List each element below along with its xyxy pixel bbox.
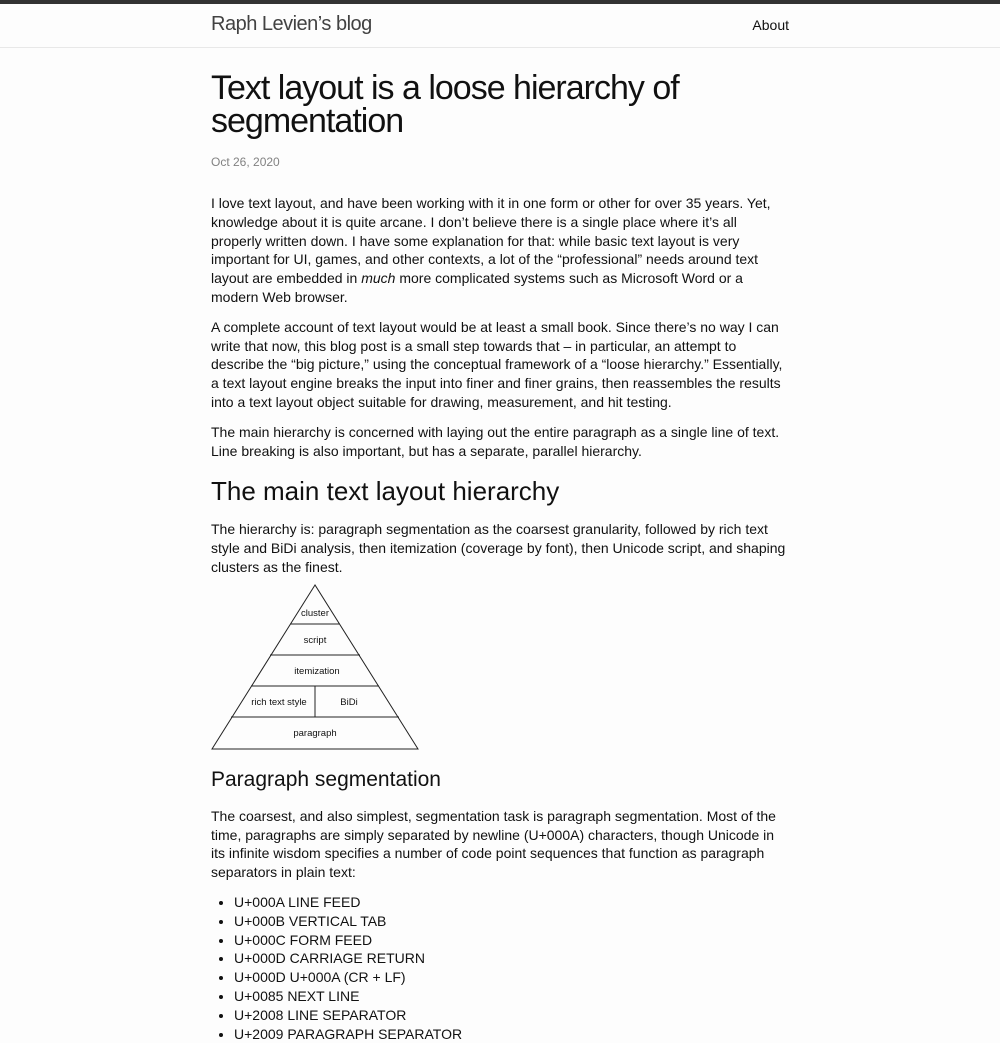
post-title: Text layout is a loose hierarchy of segmentation	[211, 69, 679, 140]
list-item: • U+000D CARRIAGE RETURN	[234, 949, 791, 968]
intro-paragraph-2: A complete account of text layout would be at least a small book. Since there’s no way I can write that now, this blog post is a small step towards that – in particular, an attempt to describe the “big picture,” using the conceptual framework of a “loose hierarchy.” Essentially, a text layout engine breaks the input into finer and finer grains, then reassembles the results into a text layout object suitable for drawing, measurement, and hit testing.	[211, 318, 783, 410]
list-item: • U+000C FORM FEED	[234, 931, 791, 950]
nav-about-link[interactable]: About	[752, 17, 789, 33]
pyramid-label-bidi: BiDi	[340, 696, 358, 708]
pyramid-label-script: script	[303, 634, 327, 646]
pyramid-label-cluster: cluster	[301, 607, 329, 619]
hierarchy-pyramid-diagram	[211, 583, 421, 753]
post-content	[211, 48, 791, 1043]
site-header	[0, 4, 1000, 48]
list-item: • U+000D U+000A (CR + LF)	[234, 968, 791, 987]
intro-paragraph-1	[211, 194, 791, 307]
pyramid-label-rich-text-style: rich text style	[251, 696, 307, 708]
list-item: • U+000A LINE FEED	[234, 893, 791, 912]
intro-p1-text-end: more complicated systems such as Microsoft Word or a modern Web browser.	[211, 270, 743, 305]
hierarchy-paragraph: The hierarchy is: paragraph segmentation as the coarsest granularity, followed by rich text style and BiDi analysis, then itemization (coverage by font), then Unicode script, and shaping clusters as the finest.	[211, 521, 786, 575]
separator-list	[211, 893, 791, 1043]
list-item: • U+0085 NEXT LINE	[234, 987, 791, 1006]
paragraph-segmentation-body: The coarsest, and also simplest, segmentation task is paragraph segmentation. Most of the time, paragraphs are simply separated by newline (U+000A) characters, though Unicode in its infinite wisdom specifies a number of code point sequences that function as paragraph separators in plain text:	[211, 807, 776, 881]
post-date: Oct 26, 2020	[211, 155, 280, 169]
list-item: • U+2008 LINE SEPARATOR	[234, 1006, 791, 1025]
pyramid-label-itemization: itemization	[294, 665, 340, 677]
section-heading-paragraph-segmentation: Paragraph segmentation	[211, 767, 441, 791]
list-item: • U+2009 PARAGRAPH SEPARATOR	[234, 1025, 791, 1043]
pyramid-label-paragraph: paragraph	[293, 727, 337, 739]
intro-p1-emphasis: much	[361, 270, 396, 287]
site-title-link[interactable]: Raph Levien’s blog	[211, 13, 372, 35]
intro-paragraph-3: The main hierarchy is concerned with laying out the entire paragraph as a single line of text. Line breaking is also important, but has a separate, parallel hierarchy.	[211, 423, 780, 459]
section-heading-main-hierarchy: The main text layout hierarchy	[211, 476, 560, 507]
list-item: • U+000B VERTICAL TAB	[234, 912, 791, 931]
intro-p1-text-start: I love text layout, and have been working with it in one form or other for over 35 years. Yet, knowledge about it is quite arcane. I don’t believe there is a single place where it’s all properly written down. I have some explanation for that: while basic text layout is very important for UI, games, and other contexts, a lot of the “professional” needs around text layout are embedded in	[211, 195, 771, 287]
